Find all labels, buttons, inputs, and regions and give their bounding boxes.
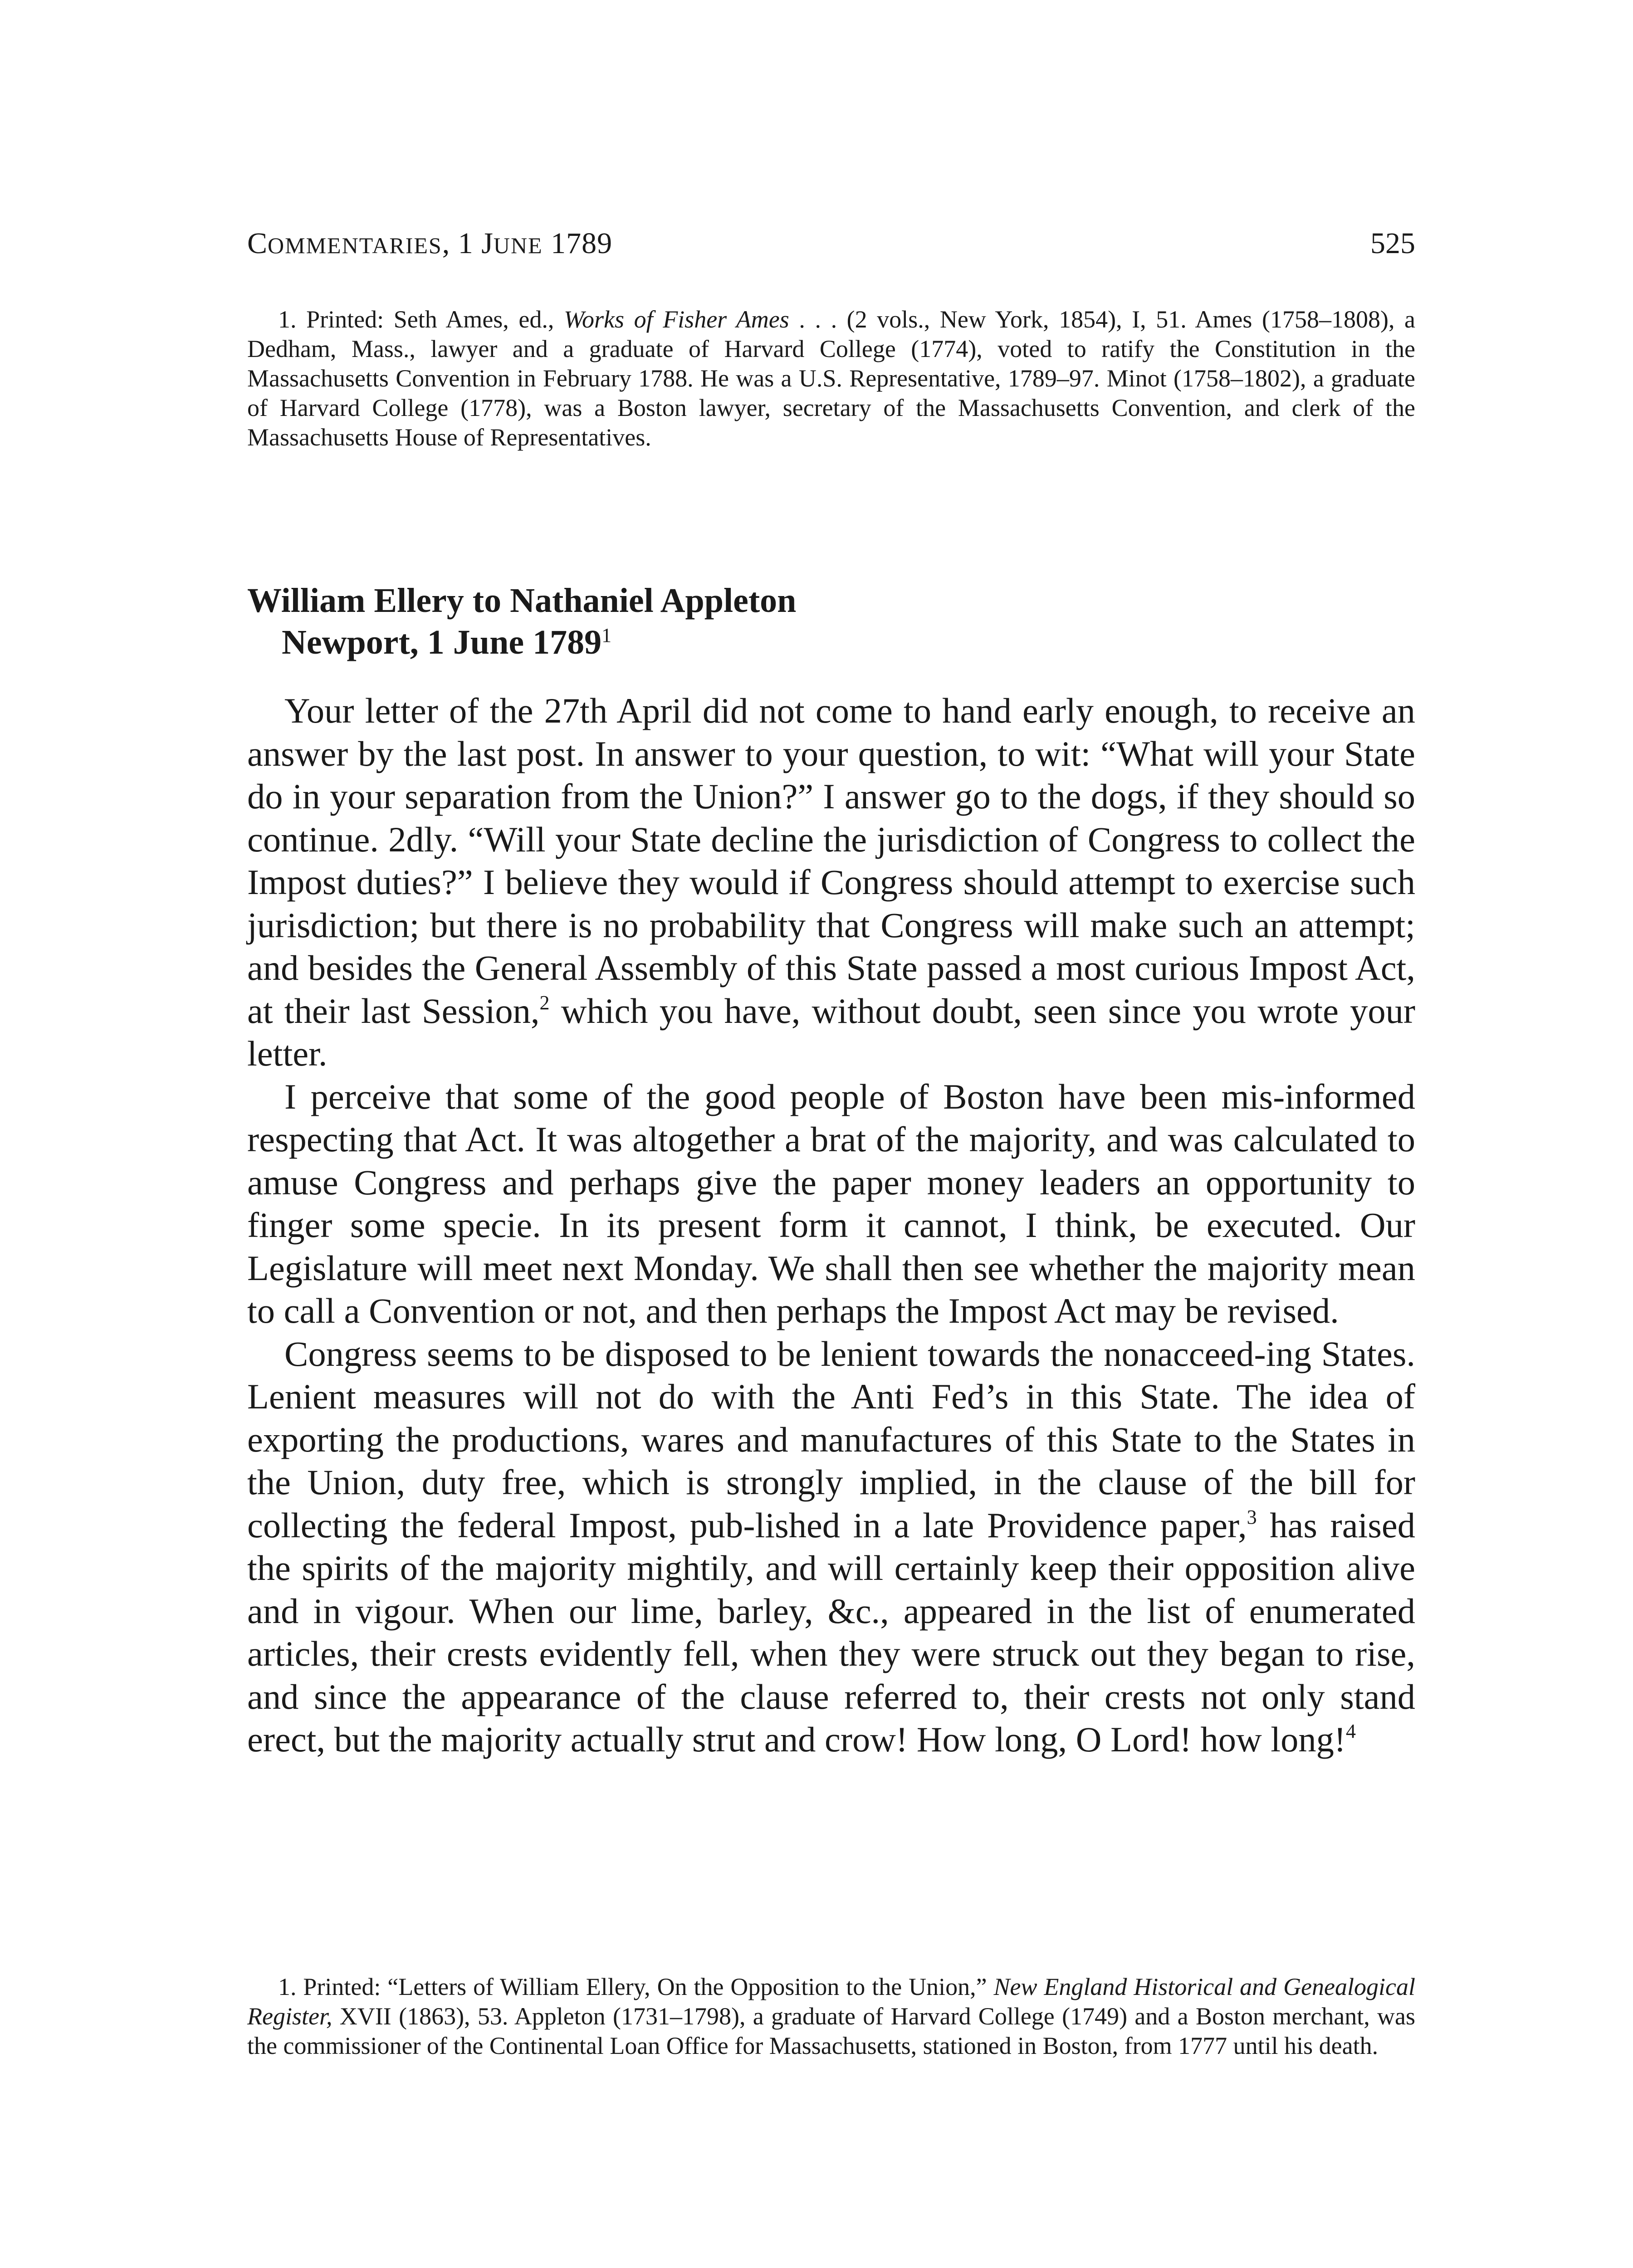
footnote: 1. Printed: Seth Ames, ed., Works of Fisher Ames . . . (2 vols., New York, 1854), I, 51. Ames (1758–1808), a Dedham, Mass., lawyer and a graduate of Harvard College (1774), voted to ratify the Constitution in the Massachusetts Convention in February 1788. He was a U.S. Representative, 1789–97. Minot (1758–1802), a graduate of Harvard College (1778), was a Boston lawyer, secretary of the Massachusetts Convention, and clerk of the Massachusetts House of Representatives. — [247, 306, 1416, 451]
page — [247, 0, 1415, 2268]
letter-body — [247, 689, 1415, 1761]
letter-paragraph: Your letter of the 27th April did not come to hand early enough, to receive an answer by the last post. In answer to your question, to wit: “What will your State do in your separation from the Union?” I answer go to the dogs, if they should so continue. 2dly. “Will your State decline the jurisdiction of Congress to collect the Impost duties?” I believe they would if Congress should attempt to exercise such jurisdiction; but there is no probability that Congress will make such an attempt; and besides the General Assembly of this State passed a most curious Impost Act, at their last Session,$^2$ which you have, without doubt, seen since you wrote your letter. — [247, 691, 1415, 1073]
footnote-ref: 2 — [539, 991, 550, 1014]
footnote-ref: 3 — [1247, 1505, 1257, 1528]
footnote-ref: 4 — [1345, 1720, 1356, 1742]
running-head-title: COMMENTARIES, 1 JUNE 1789 — [247, 227, 613, 260]
document-place-date: Newport, 1 June 1789$^1$ — [282, 623, 612, 661]
document-heading — [247, 580, 1415, 663]
footnote-block — [247, 1972, 1415, 2061]
footnote: 1. Printed: “Letters of William Ellery, On the Opposition to the Union,” New England Historical and Genealogical Register, XVII (1863), 53. Appleton (1731–1798), a graduate of Harvard College (1749) and a Boston merchant, was the commissioner of the Continental Loan Office for Massachusetts, stationed in Boston, from 1777 until his death. — [247, 1973, 1415, 2059]
running-head — [247, 223, 1415, 264]
document-title: William Ellery to Nathaniel Appleton — [247, 582, 797, 620]
letter-paragraph: I perceive that some of the good people of Boston have been mis-informed respecting that Act. It was altogether a brat of the majority, and was calculated to amuse Congress and perhaps give the paper money leaders an opportunity to finger some specie. In its present form it cannot, I think, be executed. Our Legislature will meet next Monday. We shall then see whether the majority mean to call a Convention or not, and then perhaps the Impost Act may be revised. — [247, 1076, 1415, 1330]
footnote-block-previous — [247, 305, 1415, 452]
letter-paragraph: Congress seems to be disposed to be lenient towards the nonacceed-ing States. Lenient measures will not do with the Anti Fed’s in this State. The idea of exporting the productions, wares and manufactures of this State to the States in the Union, duty free, which is strongly implied, in the clause of the bill for collecting the federal Impost, pub-lished in a late Providence paper,$^3$ has raised the spirits of the majority mightily, and will certainly keep their opposition alive and in vigour. When our lime, barley, &c., appeared in the list of enumerated articles, their crests evidently fell, when they were struck out they began to rise, and since the appearance of the clause referred to, their crests not only stand erect, but the majority actually strut and crow! How long, O Lord! how long!$^4$ — [247, 1334, 1415, 1759]
footnote-ref: 1 — [601, 624, 612, 646]
page-number: 525 — [1370, 227, 1415, 260]
